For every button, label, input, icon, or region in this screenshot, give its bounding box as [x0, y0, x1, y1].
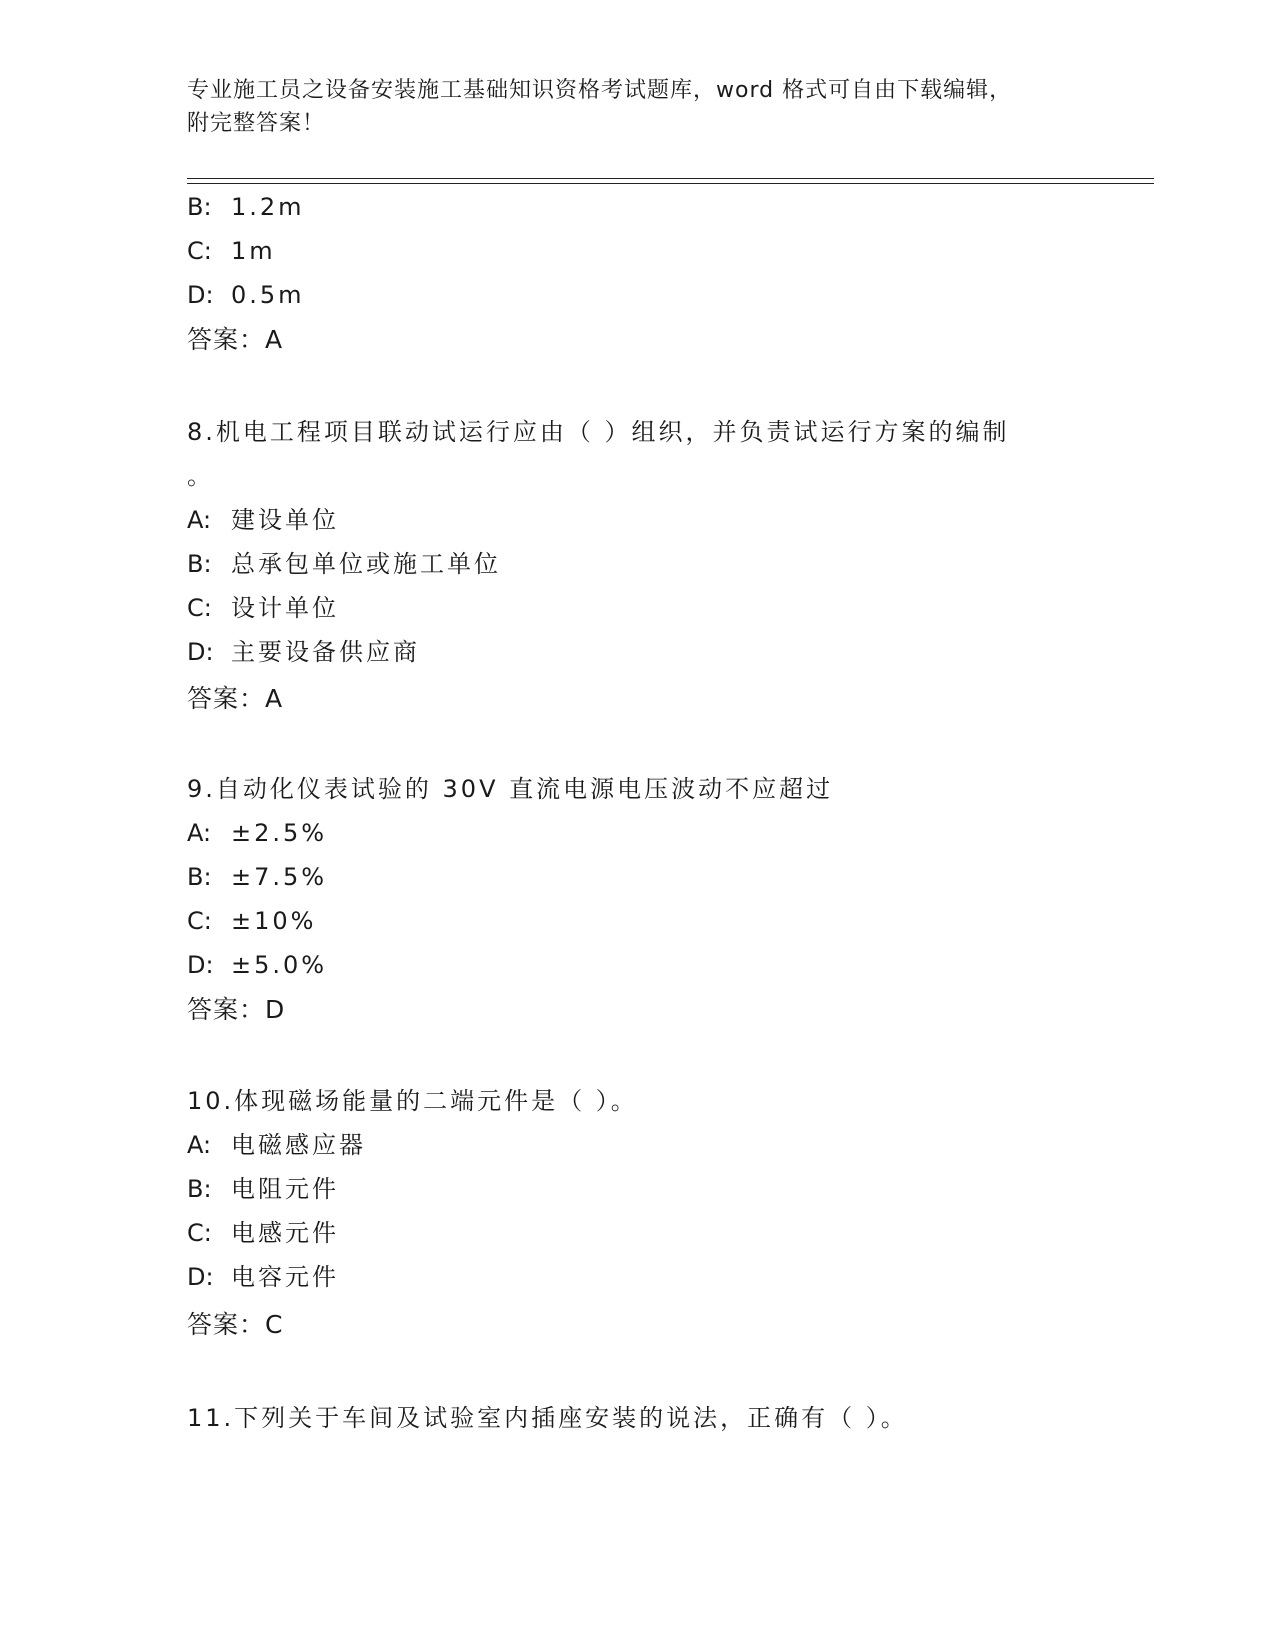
option-b	[187, 1174, 339, 1204]
option-c	[187, 1218, 339, 1248]
option-text: 电阻元件	[231, 1175, 339, 1203]
option-text: ±2.5%	[231, 819, 328, 847]
option-text: 设计单位	[231, 594, 339, 622]
option-label: B:	[187, 863, 212, 891]
option-label: B:	[187, 193, 212, 221]
answer-line: 答案：D	[187, 995, 286, 1024]
option-b	[187, 549, 501, 579]
option-text: ±10%	[231, 907, 317, 935]
option-label: C:	[187, 237, 212, 265]
document-header	[187, 74, 1087, 140]
option-b	[187, 862, 327, 892]
option-label: D:	[187, 1263, 214, 1291]
option-d	[187, 637, 420, 667]
option-a	[187, 505, 339, 535]
answer-line: 答案：C	[187, 1310, 284, 1339]
option-label: C:	[187, 1219, 212, 1247]
option-label: B:	[187, 550, 212, 578]
option-label: A:	[187, 506, 212, 534]
answer-line: 答案：A	[187, 684, 284, 713]
option-c	[187, 236, 276, 266]
option-a	[187, 1130, 366, 1160]
option-text: ±5.0%	[231, 951, 328, 979]
option-label: D:	[187, 281, 214, 309]
option-label: C:	[187, 594, 212, 622]
option-a	[187, 818, 327, 848]
option-d	[187, 950, 327, 980]
question-stem: 11.下列关于车间及试验室内插座安装的说法，正确有（ ）。	[187, 1404, 908, 1432]
option-label: B:	[187, 1175, 212, 1203]
option-text: 电感元件	[231, 1219, 339, 1247]
option-text: 建设单位	[231, 506, 339, 534]
question-stem: 9.自动化仪表试验的 30V 直流电源电压波动不应超过	[187, 775, 834, 803]
question-stem: 8.机电工程项目联动试运行应由（ ）组织，并负责试运行方案的编制	[187, 418, 1010, 446]
header-line-2: 附完整答案！	[187, 111, 326, 136]
option-d	[187, 1262, 339, 1292]
option-text: 电磁感应器	[231, 1131, 366, 1159]
option-b	[187, 192, 305, 222]
answer-line: 答案：A	[187, 325, 284, 354]
question-stem-continued: 。	[187, 462, 214, 490]
option-label: A:	[187, 1131, 212, 1159]
header-rule-bottom	[187, 183, 1154, 184]
option-label: D:	[187, 951, 214, 979]
option-label: C:	[187, 907, 212, 935]
header-rule-top	[187, 178, 1154, 179]
option-text: 1m	[231, 237, 276, 265]
option-text: 总承包单位或施工单位	[231, 550, 501, 578]
option-c	[187, 593, 339, 623]
option-d	[187, 280, 305, 310]
option-label: D:	[187, 638, 214, 666]
option-text: 1.2m	[231, 193, 305, 221]
option-text: 主要设备供应商	[231, 638, 420, 666]
option-label: A:	[187, 819, 212, 847]
option-c	[187, 906, 316, 936]
question-stem: 10.体现磁场能量的二端元件是（ ）。	[187, 1087, 638, 1115]
header-line-1: 专业施工员之设备安装施工基础知识资格考试题库，word 格式可自由下载编辑，	[187, 78, 1013, 103]
option-text: 0.5m	[231, 281, 305, 309]
option-text: ±7.5%	[231, 863, 328, 891]
option-text: 电容元件	[231, 1263, 339, 1291]
